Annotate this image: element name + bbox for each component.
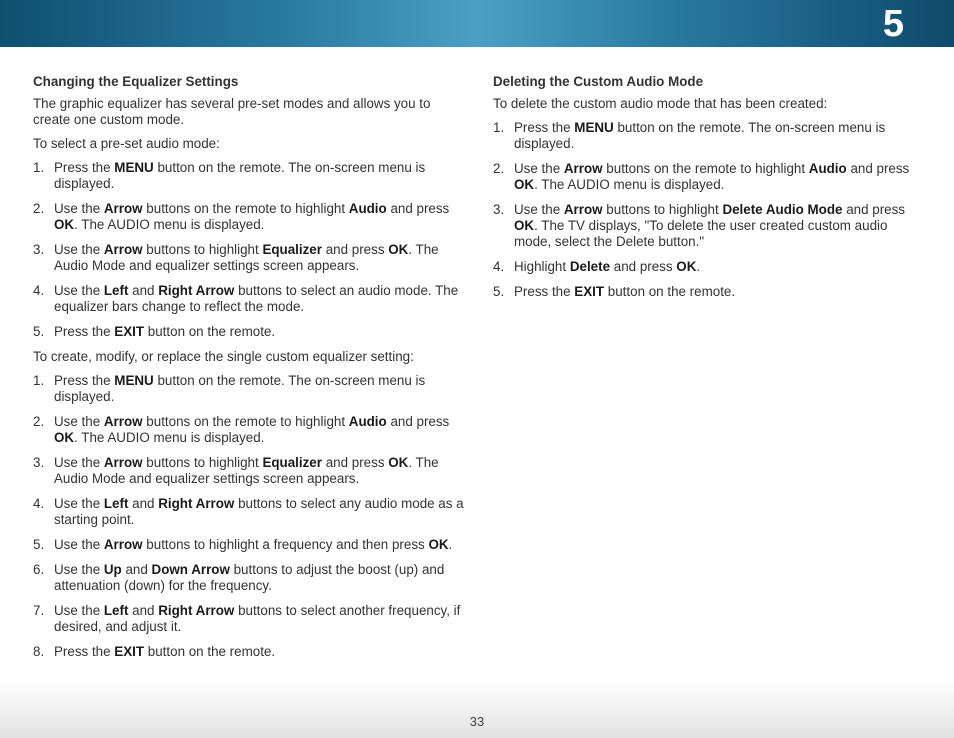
step-keyword: Left [103, 603, 129, 618]
step-keyword: OK [54, 217, 75, 232]
step-keyword: Equalizer [262, 242, 322, 257]
step-number: 2. [33, 201, 45, 216]
list-item [33, 201, 465, 233]
step-keyword: Arrow [103, 242, 143, 257]
step-text: and press [321, 242, 389, 257]
step-text: buttons to highlight [142, 455, 263, 470]
step-keyword: OK [388, 455, 409, 470]
step-text: button on the remote. The on-screen menu is displayed. [514, 120, 886, 151]
step-text: button on the remote. The on-screen menu is displayed. [54, 373, 426, 404]
step-text: Use the [54, 414, 104, 429]
list-item [493, 284, 925, 300]
step-text: buttons to select another frequency, if desired, and adjust it. [54, 603, 461, 634]
step-number: 1. [33, 160, 45, 175]
step-number: 6. [33, 562, 45, 577]
step-keyword: Delete Audio Mode [722, 202, 843, 217]
section-heading-equalizer: Changing the Equalizer Settings [33, 74, 239, 89]
step-text: buttons to select any audio mode as a starting point. [54, 496, 464, 527]
step-text: button on the remote. The on-screen menu is displayed. [54, 160, 426, 191]
step-text: Press the [54, 644, 115, 659]
step-keyword: EXIT [114, 324, 145, 339]
list-item [33, 160, 465, 192]
step-text: . The Audio Mode and equalizer settings screen appears. [54, 455, 439, 486]
step-keyword: OK [388, 242, 409, 257]
step-text: Use the [54, 537, 104, 552]
step-text: button on the remote. [144, 324, 276, 339]
step-text: and press [321, 455, 389, 470]
list-item [493, 161, 925, 193]
step-keyword: Arrow [563, 161, 603, 176]
list-item [33, 242, 465, 274]
custom-intro: To create, modify, or replace the single custom equalizer setting: [33, 349, 414, 364]
page-number: 33 [469, 714, 485, 729]
step-number: 1. [33, 373, 45, 388]
step-keyword: EXIT [574, 284, 605, 299]
step-text: . The AUDIO menu is displayed. [74, 430, 265, 445]
step-text: Use the [514, 161, 564, 176]
step-text: buttons to adjust the boost (up) and attenuation (down) for the frequency. [54, 562, 445, 593]
step-text: Use the [54, 201, 104, 216]
step-text: buttons to highlight [142, 242, 263, 257]
step-number: 2. [493, 161, 505, 176]
step-text: buttons to highlight a frequency and then press [142, 537, 429, 552]
preset-steps-list [33, 160, 465, 340]
list-item [33, 496, 465, 528]
chapter-header-bar [0, 0, 954, 47]
step-number: 2. [33, 414, 45, 429]
step-text: and press [386, 414, 450, 429]
step-text: Use the [54, 496, 104, 511]
list-item [493, 120, 925, 152]
step-number: 8. [33, 644, 45, 659]
delete-intro: To delete the custom audio mode that has been created: [493, 96, 828, 111]
step-text: and [128, 496, 159, 511]
step-text: . The AUDIO menu is displayed. [74, 217, 265, 232]
list-item [493, 202, 925, 250]
custom-steps-list [33, 373, 465, 660]
list-item [33, 537, 465, 553]
step-keyword: Right Arrow [158, 603, 235, 618]
step-keyword: Arrow [103, 201, 143, 216]
step-text: . [696, 259, 701, 274]
step-text: Use the [54, 455, 104, 470]
step-text: button on the remote. [604, 284, 736, 299]
step-keyword: Audio [348, 201, 387, 216]
step-keyword: Right Arrow [158, 496, 235, 511]
step-text: and press [846, 161, 910, 176]
equalizer-intro: The graphic equalizer has several pre-set modes and allows you to create one custom mode. [33, 96, 431, 127]
step-text: and [128, 603, 159, 618]
step-keyword: EXIT [114, 644, 145, 659]
step-keyword: MENU [574, 120, 614, 135]
list-item [33, 455, 465, 487]
step-number: 7. [33, 603, 45, 618]
step-keyword: OK [676, 259, 697, 274]
step-text: and press [610, 259, 677, 274]
step-keyword: MENU [114, 373, 154, 388]
step-keyword: Up [103, 562, 122, 577]
step-keyword: OK [514, 218, 535, 233]
step-number: 3. [33, 242, 45, 257]
list-item [33, 373, 465, 405]
step-keyword: OK [54, 430, 75, 445]
page-footer [0, 682, 954, 738]
list-item [33, 283, 465, 315]
list-item [493, 259, 925, 275]
step-keyword: Left [103, 496, 129, 511]
step-text: buttons on the remote to highlight [142, 414, 349, 429]
step-keyword: Right Arrow [158, 283, 235, 298]
step-number: 3. [493, 202, 505, 217]
step-number: 5. [33, 324, 45, 339]
list-item [33, 324, 465, 340]
step-keyword: Equalizer [262, 455, 322, 470]
step-number: 5. [33, 537, 45, 552]
step-text: Highlight [514, 259, 570, 274]
step-keyword: Audio [348, 414, 387, 429]
step-number: 5. [493, 284, 505, 299]
step-number: 4. [33, 496, 45, 511]
list-item [33, 644, 465, 660]
step-text: . [448, 537, 453, 552]
step-keyword: Audio [808, 161, 847, 176]
step-number: 1. [493, 120, 505, 135]
step-text: buttons to select an audio mode. The equalizer bars change to reflect the mode. [54, 283, 459, 314]
step-text: buttons on the remote to highlight [602, 161, 809, 176]
step-text: Press the [514, 120, 575, 135]
step-keyword: OK [514, 177, 535, 192]
list-item [33, 603, 465, 635]
step-number: 4. [33, 283, 45, 298]
step-keyword: OK [428, 537, 449, 552]
preset-intro: To select a pre-set audio mode: [33, 136, 220, 151]
step-keyword: Down Arrow [151, 562, 230, 577]
step-text: Use the [54, 562, 104, 577]
step-text: and [128, 283, 159, 298]
step-number: 4. [493, 259, 505, 274]
step-text: and [121, 562, 152, 577]
step-text: . The TV displays, "To delete the user created custom audio mode, select the Delete button." [514, 218, 888, 249]
step-keyword: Delete [569, 259, 611, 274]
step-text: and press [386, 201, 450, 216]
step-text: Press the [514, 284, 575, 299]
step-text: Use the [54, 283, 104, 298]
step-text: . The Audio Mode and equalizer settings screen appears. [54, 242, 439, 273]
step-text: buttons on the remote to highlight [142, 201, 349, 216]
step-text: button on the remote. [144, 644, 276, 659]
step-text: Press the [54, 324, 115, 339]
step-text: Press the [54, 373, 115, 388]
list-item [33, 562, 465, 594]
list-item [33, 414, 465, 446]
step-keyword: Arrow [103, 537, 143, 552]
step-text: and press [842, 202, 905, 217]
step-keyword: Left [103, 283, 129, 298]
step-text: Use the [54, 242, 104, 257]
step-text: . The AUDIO menu is displayed. [534, 177, 725, 192]
left-column [33, 74, 465, 669]
chapter-number: 5 [882, 3, 904, 45]
step-keyword: Arrow [103, 414, 143, 429]
step-text: Press the [54, 160, 115, 175]
delete-steps-list [493, 120, 925, 300]
step-keyword: Arrow [563, 202, 603, 217]
step-text: buttons to highlight [602, 202, 723, 217]
section-heading-delete: Deleting the Custom Audio Mode [493, 74, 704, 89]
step-keyword: MENU [114, 160, 154, 175]
step-number: 3. [33, 455, 45, 470]
step-text: Use the [514, 202, 564, 217]
right-column [493, 74, 925, 309]
step-keyword: Arrow [103, 455, 143, 470]
step-text: Use the [54, 603, 104, 618]
